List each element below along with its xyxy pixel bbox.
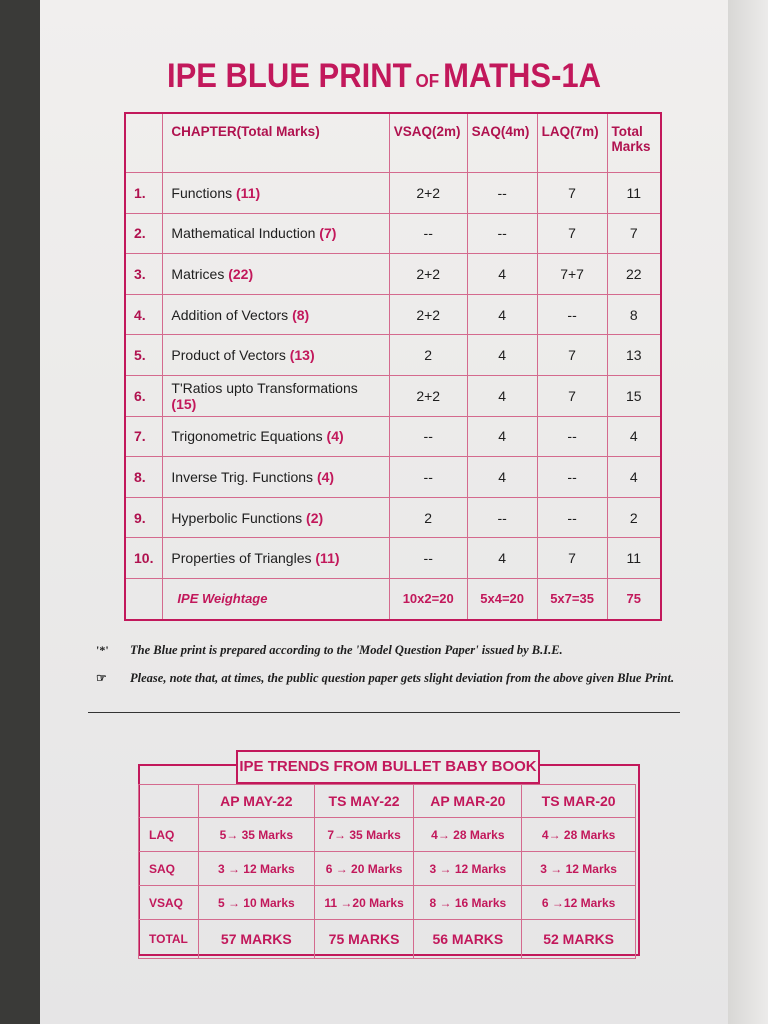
total-cell: 8 — [607, 294, 661, 335]
trends-cell: 6 → 20 Marks — [314, 852, 414, 886]
header-number — [125, 113, 163, 173]
divider — [88, 712, 680, 713]
table-row — [125, 294, 661, 335]
table-row — [125, 375, 661, 416]
chapter-number: 4. — [125, 294, 163, 335]
total-cell: 11 — [607, 538, 661, 579]
trends-cell: 4→ 28 Marks — [414, 818, 522, 852]
total-cell: 2 — [607, 497, 661, 538]
chapter-marks: (8) — [292, 306, 310, 323]
laq-cell: 7 — [537, 335, 607, 376]
weightage-laq: 5x7=35 — [537, 578, 607, 619]
chapter-name: Functions — [171, 184, 233, 201]
vsaq-cell: 2+2 — [389, 254, 467, 295]
blueprint-body — [125, 173, 661, 620]
vsaq-cell: 2 — [389, 335, 467, 376]
chapter-marks: (7) — [319, 225, 337, 242]
table-row — [125, 254, 661, 295]
trends-cell: 75 MARKS — [314, 920, 414, 959]
laq-cell: 7 — [537, 538, 607, 579]
header-chapter: CHAPTER(Total Marks) — [163, 113, 389, 173]
laq-cell: -- — [537, 497, 607, 538]
header-laq: LAQ(7m) — [537, 113, 607, 173]
page-title — [40, 56, 728, 96]
trends-body — [139, 818, 636, 959]
chapter-number: 10. — [125, 538, 163, 579]
chapter-name: Mathematical Induction — [171, 225, 316, 242]
chapter-name: Addition of Vectors — [171, 306, 289, 323]
chapter-cell — [163, 294, 389, 335]
laq-cell: 7 — [537, 173, 607, 214]
saq-cell: 4 — [467, 416, 537, 457]
chapter-marks: (22) — [228, 265, 254, 282]
trends-table — [138, 784, 636, 959]
saq-cell: 4 — [467, 294, 537, 335]
chapter-name: Product of Vectors — [171, 347, 286, 364]
chapter-name: Trigonometric Equations — [171, 428, 323, 445]
header-total: Total Marks — [607, 113, 661, 173]
trends-cell: 11 →20 Marks — [314, 886, 414, 920]
chapter-cell — [163, 416, 389, 457]
trends-title: IPE TRENDS FROM BULLET BABY BOOK — [236, 750, 540, 784]
chapter-number: 1. — [125, 173, 163, 214]
title-subject: MATHS-1A — [443, 56, 602, 95]
chapter-marks: (11) — [236, 184, 261, 201]
chapter-name: Matrices — [171, 265, 225, 282]
vsaq-cell: -- — [389, 213, 467, 254]
trends-cell: 3 → 12 Marks — [198, 852, 314, 886]
weightage-empty — [125, 578, 163, 619]
trends-cell: 6 →12 Marks — [522, 886, 636, 920]
blueprint-header-row — [125, 113, 661, 173]
vsaq-cell: 2+2 — [389, 173, 467, 214]
blueprint-table — [124, 112, 662, 621]
trends-row-label: VSAQ — [139, 886, 199, 920]
total-cell: 4 — [607, 416, 661, 457]
trends-cell: 56 MARKS — [414, 920, 522, 959]
saq-cell: -- — [467, 213, 537, 254]
trends-cell: 52 MARKS — [522, 920, 636, 959]
vsaq-cell: 2+2 — [389, 294, 467, 335]
trends-cell: 3 → 12 Marks — [414, 852, 522, 886]
chapter-name: Hyperbolic Functions — [171, 509, 303, 526]
weightage-vsaq: 10x2=20 — [389, 578, 467, 619]
table-row — [125, 213, 661, 254]
note-text: The Blue print is prepared according to the 'Model Question Paper' issued by B.I.E. — [130, 643, 563, 657]
chapter-cell — [163, 254, 389, 295]
saq-cell: 4 — [467, 538, 537, 579]
total-cell: 13 — [607, 335, 661, 376]
asterisk-mark: '*' — [96, 643, 109, 657]
chapter-cell — [163, 497, 389, 538]
trends-header-row — [139, 785, 636, 818]
chapter-name: T'Ratios upto Transformations — [171, 379, 358, 396]
note-item — [96, 668, 676, 688]
trends-row — [139, 886, 636, 920]
laq-cell: 7+7 — [537, 254, 607, 295]
trends-row-label: TOTAL — [139, 920, 199, 959]
table-row — [125, 457, 661, 498]
chapter-number: 5. — [125, 335, 163, 376]
trends-col-header: AP MAR-20 — [414, 785, 522, 818]
trends-cell: 8 → 16 Marks — [414, 886, 522, 920]
header-saq: SAQ(4m) — [467, 113, 537, 173]
header-vsaq: VSAQ(2m) — [389, 113, 467, 173]
chapter-number: 7. — [125, 416, 163, 457]
table-row — [125, 497, 661, 538]
chapter-cell — [163, 213, 389, 254]
trends-row — [139, 852, 636, 886]
trends-cell: 57 MARKS — [198, 920, 314, 959]
page-edge — [728, 0, 768, 1024]
chapter-number: 3. — [125, 254, 163, 295]
laq-cell: -- — [537, 416, 607, 457]
trends-cell: 3 → 12 Marks — [522, 852, 636, 886]
notes — [96, 640, 676, 696]
chapter-marks: (4) — [316, 468, 335, 485]
laq-cell: -- — [537, 294, 607, 335]
vsaq-cell: -- — [389, 457, 467, 498]
table-row — [125, 538, 661, 579]
trends-row — [139, 920, 636, 959]
chapter-number: 8. — [125, 457, 163, 498]
trends-col-header: TS MAY-22 — [314, 785, 414, 818]
note-item — [96, 640, 676, 660]
chapter-marks: (13) — [289, 347, 315, 364]
chapter-number: 2. — [125, 213, 163, 254]
weightage-saq: 5x4=20 — [467, 578, 537, 619]
chapter-cell — [163, 538, 389, 579]
saq-cell: 4 — [467, 375, 537, 416]
trends-cell: 5 → 10 Marks — [198, 886, 314, 920]
trends-corner — [139, 785, 199, 818]
trends-row-label: LAQ — [139, 818, 199, 852]
vsaq-cell: -- — [389, 416, 467, 457]
trends-row-label: SAQ — [139, 852, 199, 886]
saq-cell: 4 — [467, 457, 537, 498]
trends-col-header: AP MAY-22 — [198, 785, 314, 818]
total-cell: 22 — [607, 254, 661, 295]
laq-cell: -- — [537, 457, 607, 498]
table-row — [125, 173, 661, 214]
chapter-name: Properties of Triangles — [171, 550, 312, 567]
vsaq-cell: 2 — [389, 497, 467, 538]
chapter-number: 6. — [125, 375, 163, 416]
total-cell: 15 — [607, 375, 661, 416]
trends-col-header: TS MAR-20 — [522, 785, 636, 818]
title-main: IPE BLUE PRINT — [166, 56, 412, 95]
chapter-number: 9. — [125, 497, 163, 538]
chapter-cell — [163, 375, 389, 416]
chapter-cell — [163, 173, 389, 214]
trends-cell: 4→ 28 Marks — [522, 818, 636, 852]
saq-cell: -- — [467, 173, 537, 214]
chapter-cell — [163, 335, 389, 376]
saq-cell: -- — [467, 497, 537, 538]
trends-cell: 5→ 35 Marks — [198, 818, 314, 852]
total-cell: 4 — [607, 457, 661, 498]
laq-cell: 7 — [537, 375, 607, 416]
weightage-total: 75 — [607, 578, 661, 619]
total-cell: 7 — [607, 213, 661, 254]
pointing-hand-icon: ☞ — [96, 671, 107, 685]
laq-cell: 7 — [537, 213, 607, 254]
chapter-marks: (4) — [326, 428, 344, 445]
vsaq-cell: -- — [389, 538, 467, 579]
trends-row — [139, 818, 636, 852]
note-text: Please, note that, at times, the public question paper gets slight deviation from the above given Blue Print. — [130, 671, 675, 685]
saq-cell: 4 — [467, 254, 537, 295]
trends-cell: 7→ 35 Marks — [314, 818, 414, 852]
table-row — [125, 335, 661, 376]
title-of: OF — [415, 70, 440, 92]
vsaq-cell: 2+2 — [389, 375, 467, 416]
total-cell: 11 — [607, 173, 661, 214]
table-row — [125, 416, 661, 457]
weightage-row — [125, 578, 661, 619]
chapter-marks: (2) — [306, 509, 324, 526]
chapter-marks: (15) — [171, 395, 197, 412]
chapter-marks: (11) — [315, 550, 340, 567]
weightage-label: IPE Weightage — [163, 578, 389, 619]
saq-cell: 4 — [467, 335, 537, 376]
chapter-name: Inverse Trig. Functions — [171, 468, 314, 485]
chapter-cell — [163, 457, 389, 498]
